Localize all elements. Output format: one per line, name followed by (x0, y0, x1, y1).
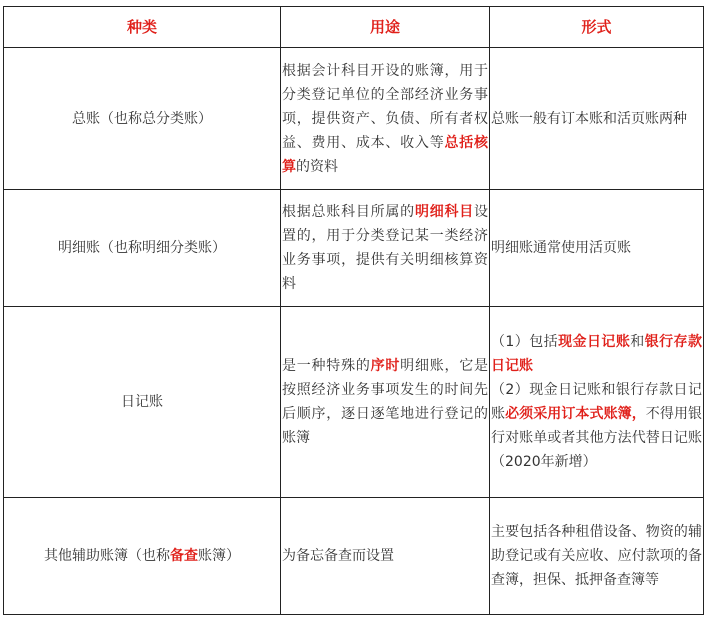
table-row (4, 190, 704, 307)
use-text-tail: 的资料 (296, 158, 338, 175)
row-journal-type: 日记账 (4, 307, 281, 498)
use-highlight: 序时 (370, 358, 401, 374)
use-text: 是一种特殊的 (282, 358, 371, 374)
ledger-types-table (3, 6, 704, 615)
use-highlight: 总括核算 (282, 134, 489, 175)
type-text: 其他辅助账簿（也称 (44, 548, 170, 564)
use-text-tail: 明细账，它是按照经济业务事项发生的时间先后顺序，逐日逐笔地进行登记的账簿 (282, 358, 489, 446)
use-text-tail: 设置的，用于分类登记某一类经济业务事项，提供有关明细核算资料 (282, 204, 489, 292)
point-1-highlight-cash: 现金日记账 (558, 334, 631, 350)
header-type: 种类 (4, 7, 281, 48)
header-use: 用途 (281, 7, 490, 48)
point-1-and: 和 (630, 334, 645, 350)
use-highlight: 明细科目 (414, 204, 475, 220)
header-row (4, 7, 704, 48)
row-general-ledger-use (281, 48, 490, 190)
row-auxiliary-ledger-form: 主要包括各种租借设备、物资的辅助登记或有关应收、应付款项的备查簿，担保、抵押备查簿等 (490, 498, 704, 615)
point-2-highlight: 必须采用订本式账簿， (505, 406, 646, 422)
type-highlight: 备查 (170, 548, 198, 564)
row-subsidiary-ledger-form: 明细账通常使用活页账 (490, 190, 704, 307)
table-row (4, 48, 704, 190)
point-2-text: （2）现金日记账和银行存款日记账 (491, 382, 702, 422)
point-1-highlight-bank: 银行存款日记账 (491, 334, 702, 374)
use-text: 根据会计科目开设的账簿，用于分类登记单位的全部经济业务事项，提供资产、负债、所有者权益、费用、成本、收入等 (282, 62, 488, 151)
row-auxiliary-ledger-type (4, 498, 281, 615)
header-form: 形式 (490, 7, 704, 48)
point-2-text-tail: 不得用银行对账单或者其他方法代替日记账（2020年新增） (491, 406, 703, 470)
row-journal-use (281, 307, 490, 498)
row-subsidiary-ledger-type: 明细账（也称明细分类账） (4, 190, 281, 307)
journal-form-point-2 (491, 378, 702, 474)
point-1-text: （1）包括 (491, 334, 559, 350)
table-row (4, 307, 704, 498)
table-row (4, 498, 704, 615)
type-text-tail: 账簿） (198, 548, 240, 564)
use-text: 根据总账科目所属的 (282, 204, 415, 220)
row-auxiliary-ledger-use: 为备忘备查而设置 (281, 498, 490, 615)
row-subsidiary-ledger-use (281, 190, 490, 307)
row-general-ledger-form: 总账一般有订本账和活页账两种 (490, 48, 704, 190)
row-general-ledger-type: 总账（也称总分类账） (4, 48, 281, 190)
journal-form-point-1 (491, 330, 702, 378)
row-journal-form (490, 307, 704, 498)
